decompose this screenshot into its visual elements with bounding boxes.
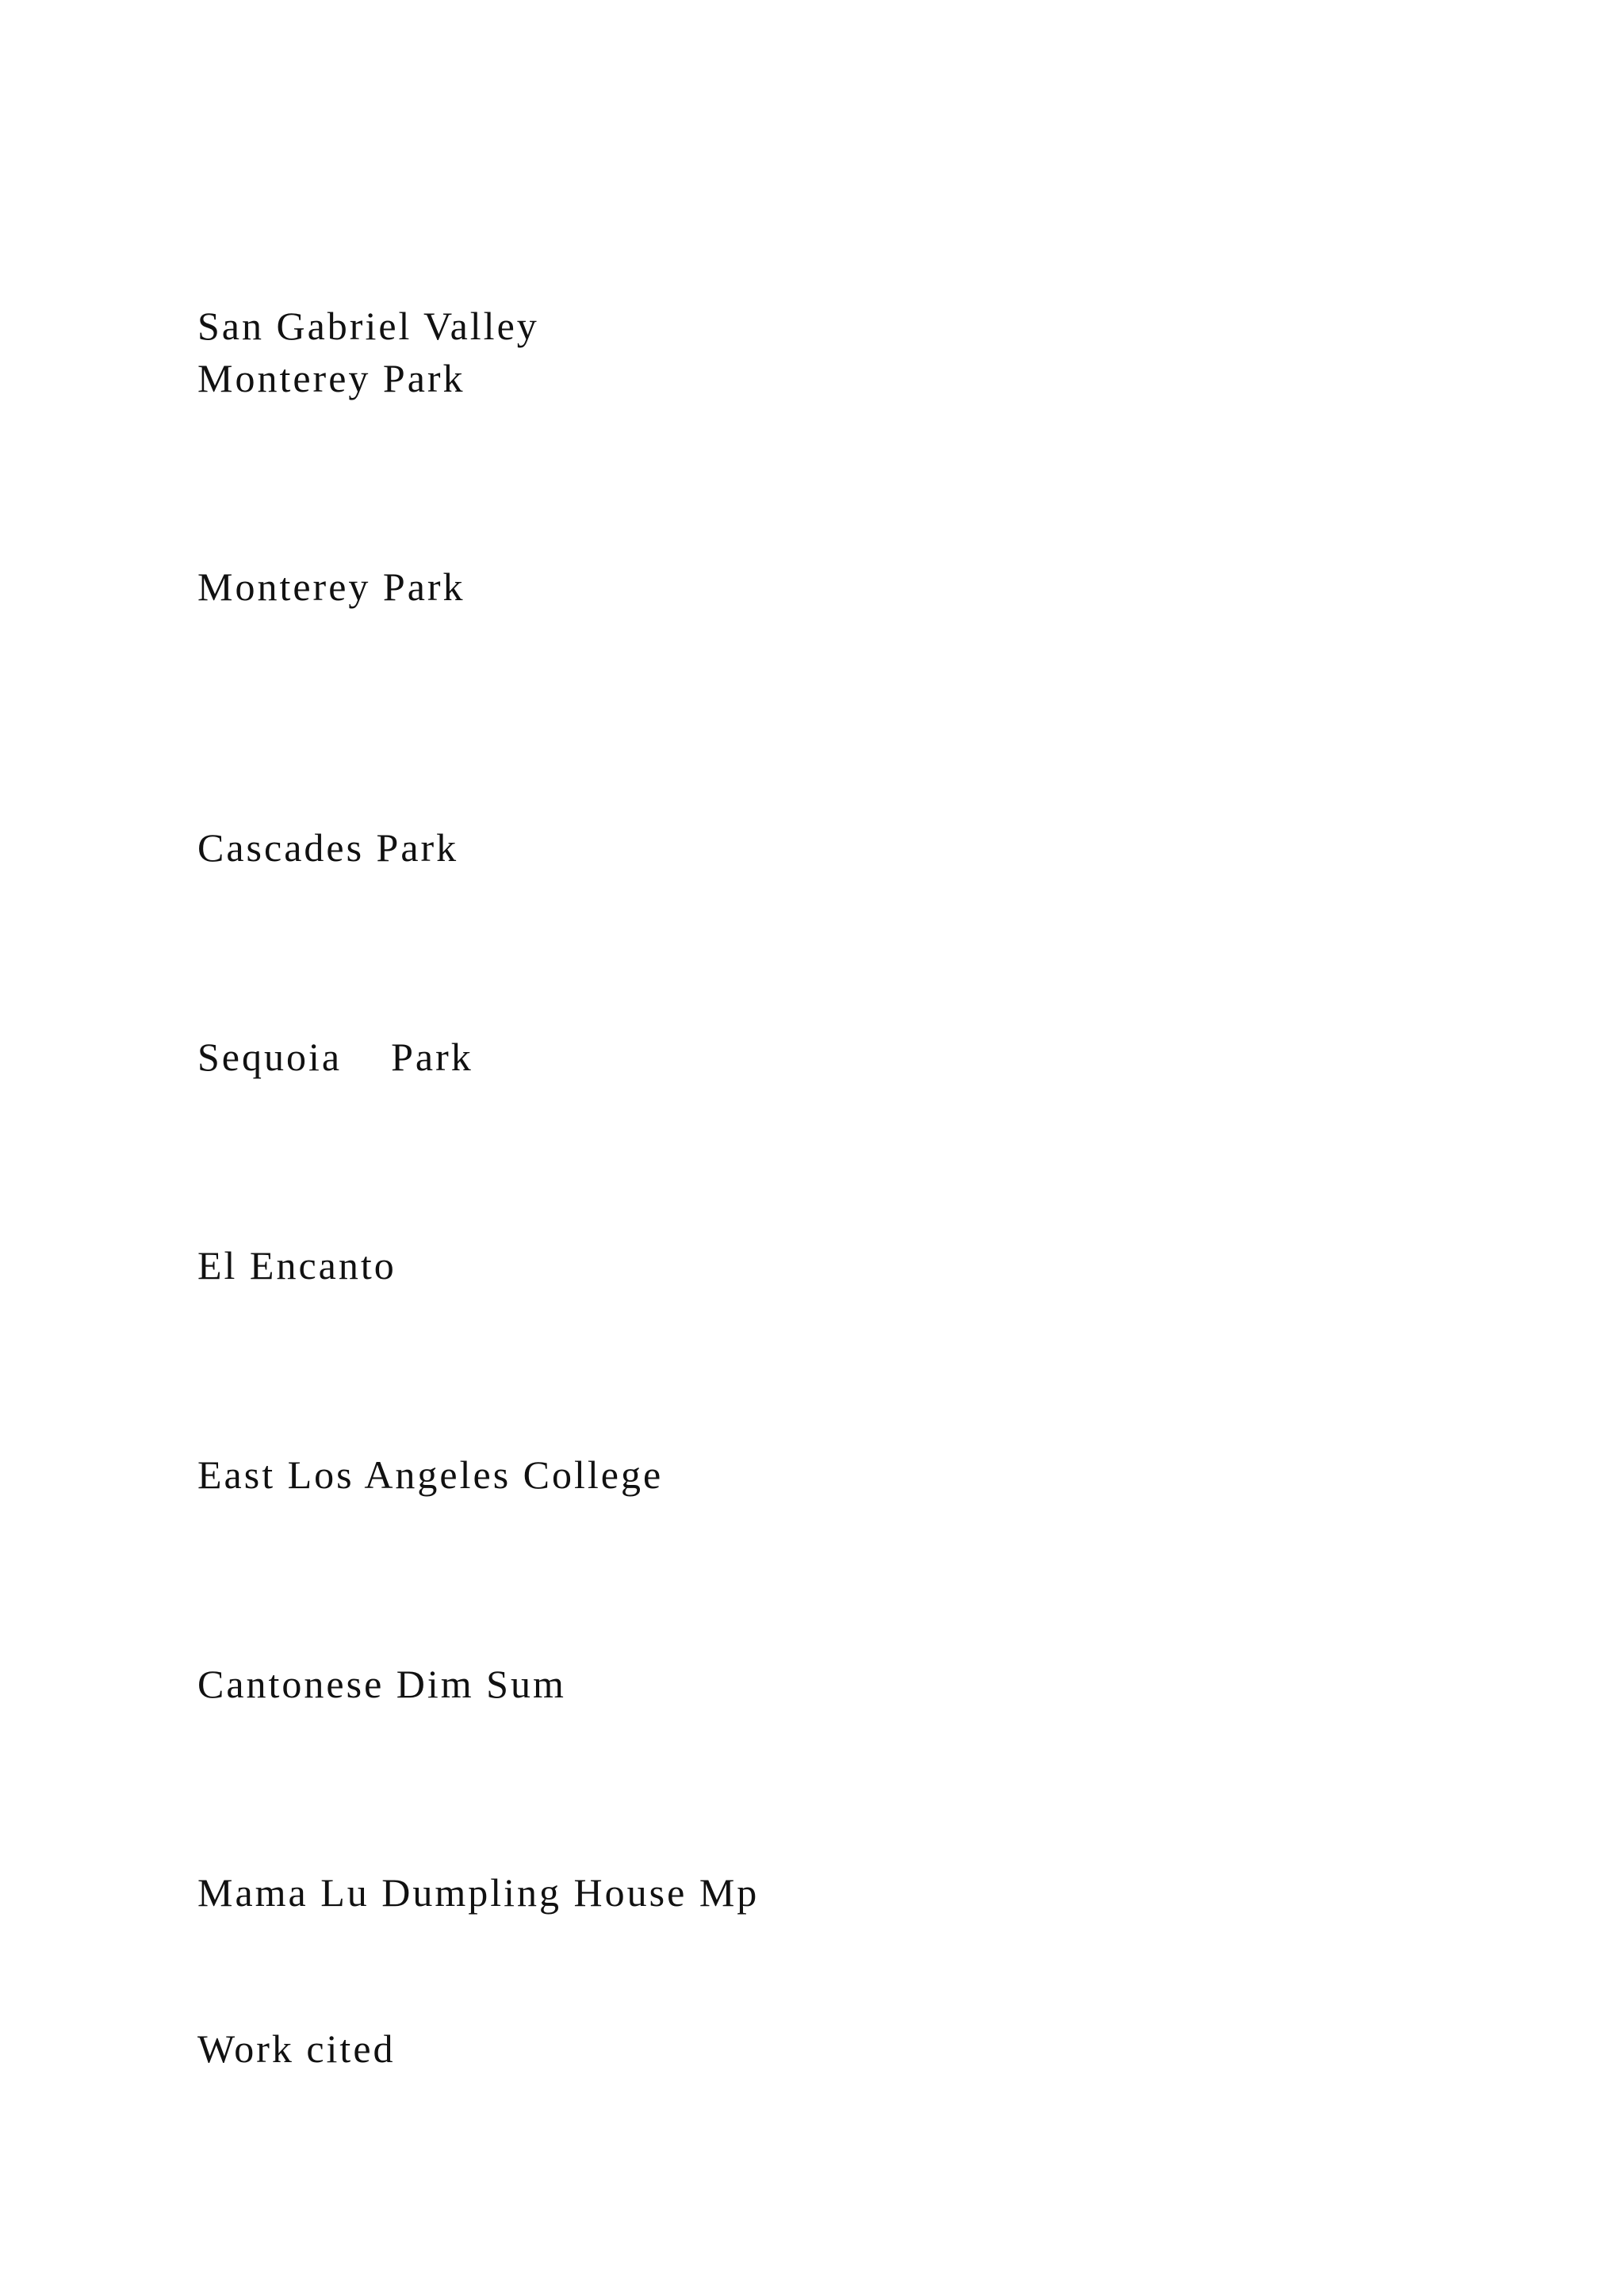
item-cascades-park: Cascades Park bbox=[197, 825, 459, 870]
item-mama-lu-dumpling-house: Mama Lu Dumpling House Mp bbox=[197, 1870, 760, 1915]
item-monterey-park: Monterey Park bbox=[197, 564, 465, 609]
heading-monterey-park: Monterey Park bbox=[197, 356, 465, 400]
item-el-encanto: El Encanto bbox=[197, 1243, 396, 1288]
item-sequoia-park: Sequoia Park bbox=[197, 1035, 473, 1079]
work-cited-heading: Work cited bbox=[197, 2026, 396, 2071]
item-east-los-angeles-college: East Los Angeles College bbox=[197, 1452, 664, 1497]
item-cantonese-dim-sum: Cantonese Dim Sum bbox=[197, 1662, 566, 1706]
heading-san-gabriel-valley: San Gabriel Valley bbox=[197, 304, 539, 348]
